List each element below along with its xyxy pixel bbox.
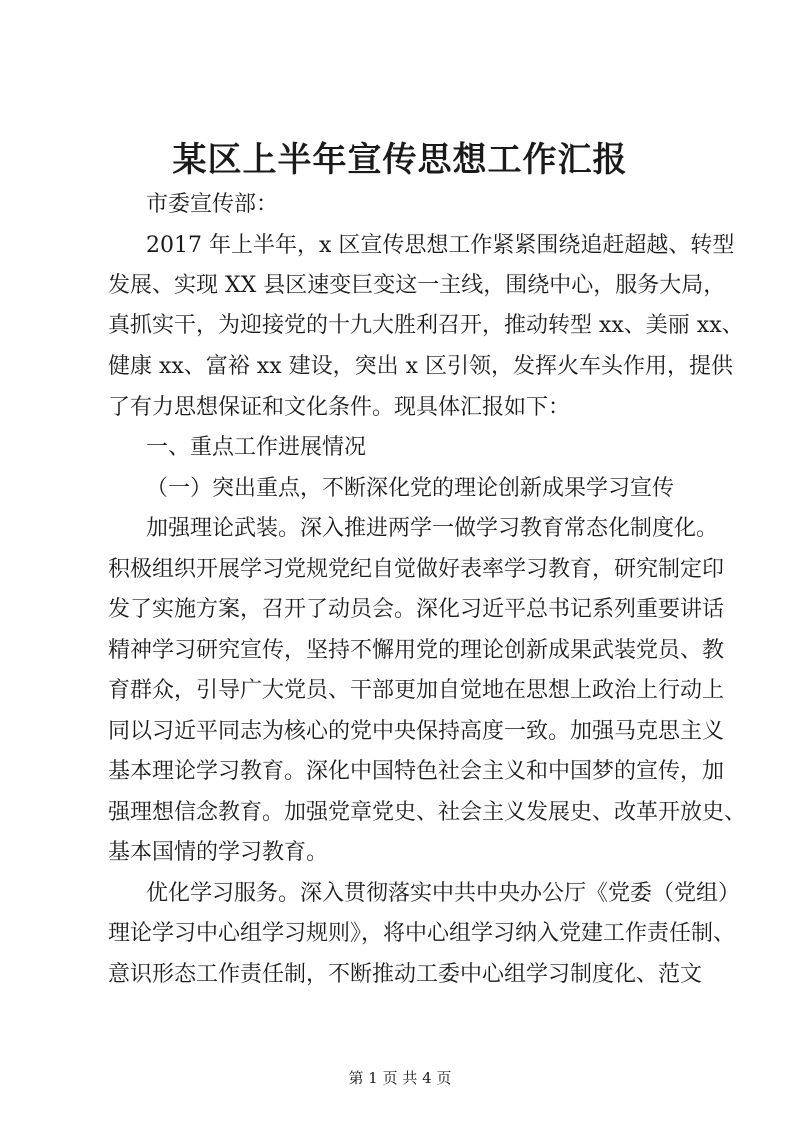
section-heading: 一、重点工作进展情况 (146, 435, 367, 460)
document-title: 某区上半年宣传思想工作汇报 (172, 140, 628, 180)
body-line: 发了实施方案，召开了动员会。深化习近平总书记系列重要讲话 (108, 597, 725, 622)
body-line: 了有力思想保证和文化条件。现具体汇报如下： (108, 395, 571, 420)
body-line: 精神学习研究宣传，坚持不懈用党的理论创新成果武装党员、教 (108, 638, 725, 663)
body-line: 理论学习中心组学习规则》，将中心组学习纳入党建工作责任制、 (108, 921, 736, 946)
body-line: 同以习近平同志为核心的党中央保持高度一致。加强马克思主义 (108, 719, 725, 744)
body-line: 加强理论武装。深入推进两学一做学习教育常态化制度化。 (146, 516, 719, 541)
page-footer: 第 1 页 共 4 页 (348, 1069, 452, 1087)
body-line: 育群众，引导广大党员、干部更加自觉地在思想上政治上行动上 (108, 678, 725, 703)
body-line: 意识形态工作责任制，不断推动工委中心组学习制度化、范文 (108, 962, 703, 987)
body-line: 强理想信念教育。加强党章党史、社会主义发展史、改革开放史、 (108, 800, 747, 825)
body-line: 发展、实现 XX 县区速变巨变这一主线，围绕中心，服务大局， (108, 273, 726, 298)
body-line: 2017 年上半年，x 区宣传思想工作紧紧围绕追赶超越、转型 (146, 233, 735, 258)
body-line: 优化学习服务。深入贯彻落实中共中央办公厅《党委（党组） (146, 881, 741, 906)
body-line: 基本理论学习教育。深化中国特色社会主义和中国梦的宣传，加 (108, 759, 725, 784)
subsection-heading: （一）突出重点，不断深化党的理论创新成果学习宣传 (146, 476, 675, 501)
salutation-line: 市委宣传部： (146, 192, 279, 217)
body-line: 基本国情的学习教育。 (108, 840, 329, 865)
body-line: 真抓实干，为迎接党的十九大胜利召开，推动转型 xx、美丽 xx、 (108, 313, 744, 338)
body-line: 健康 xx、富裕 xx 建设，突出 x 区引领，发挥火车头作用，提供 (108, 354, 734, 379)
body-line: 积极组织开展学习党规党纪自觉做好表率学习教育，研究制定印 (108, 557, 725, 582)
